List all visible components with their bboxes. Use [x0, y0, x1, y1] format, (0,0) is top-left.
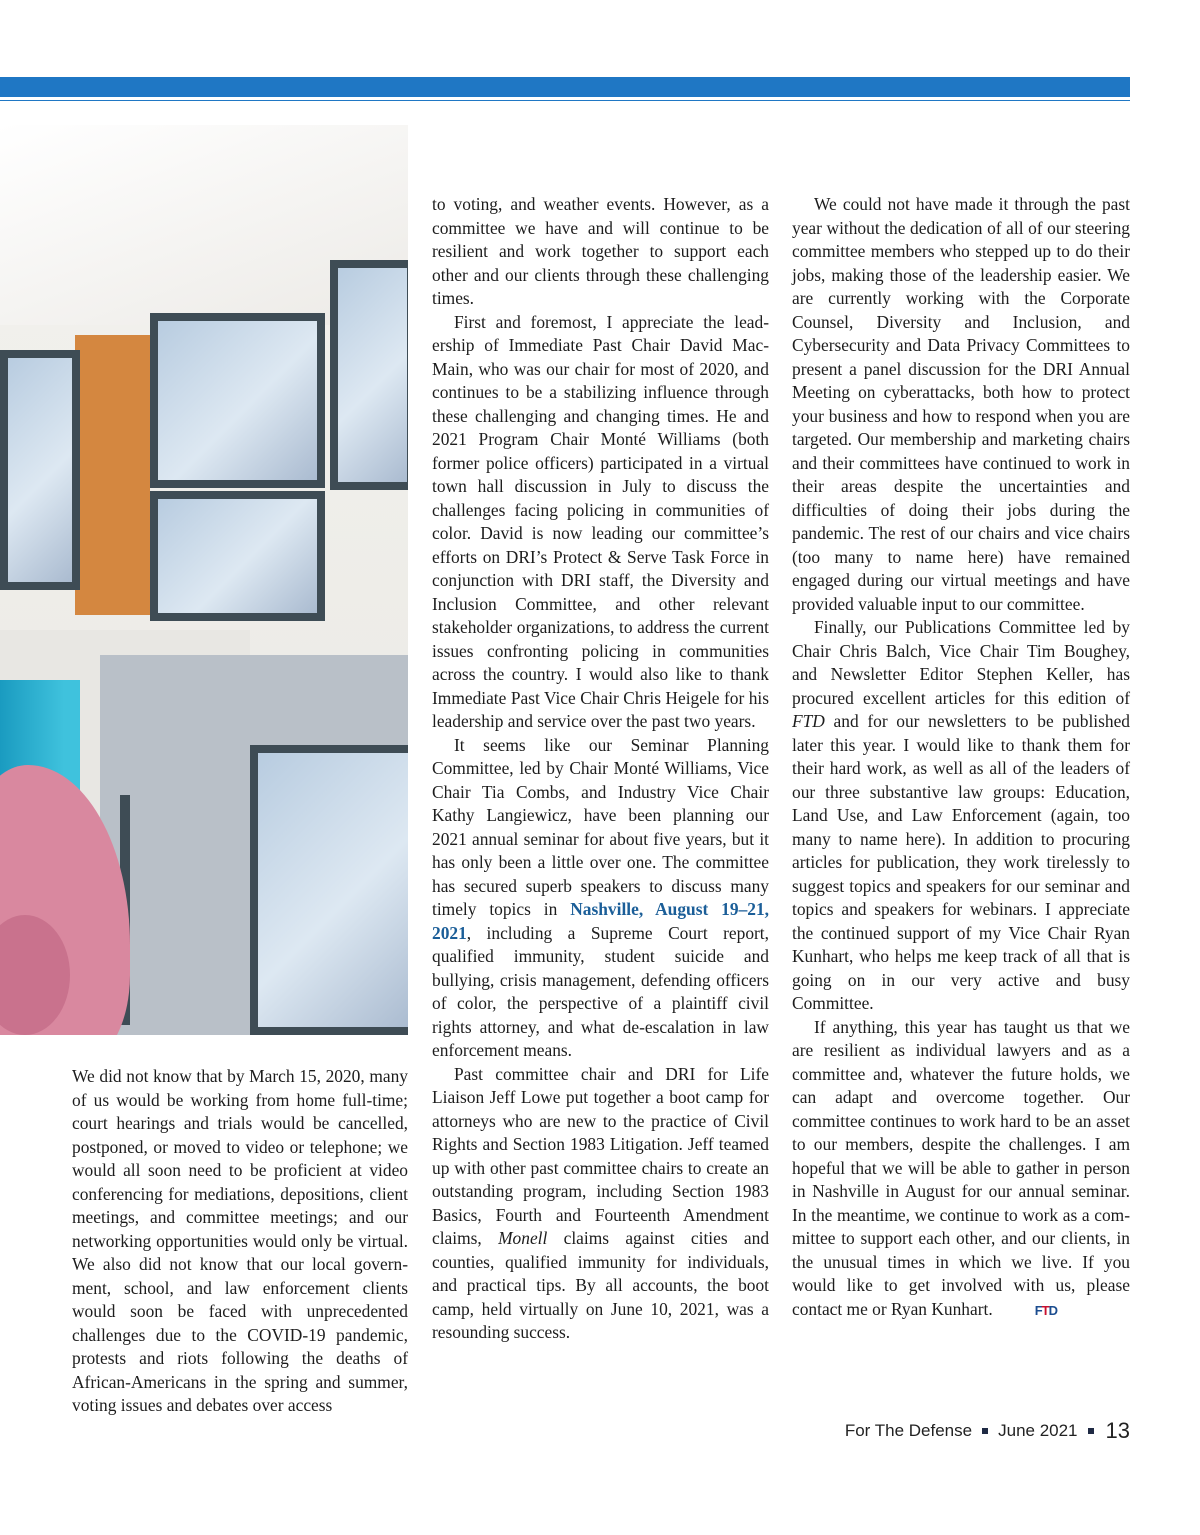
issue-date: June 2021 [998, 1421, 1078, 1440]
article-column-2 [432, 193, 769, 1345]
page-number: 13 [1105, 1418, 1130, 1443]
seminar-date-highlight: Nashville, August 19–21, 2021 [432, 899, 769, 943]
building-photo [0, 125, 408, 1035]
ftd-end-mark-icon: FTD [1034, 1302, 1057, 1318]
paragraph: First and foremost, I appreciate the leadership of Immediate Past Chair David MacMain, who was our chair for most of 2020, and continues to be a stabilizing influence through these challenging and changing times. He and 2021 Program Chair Monté Williams (both former police officers) participated in a virtual town hall discussion in July to discuss the challenges facing policing in communities of color. David is now leading our committee’s efforts on DRI’s Protect & Serve Task Force in conjunction with DRI staff, the Diversity and Inclusion Committee, and other relevant stakeholder organizations, to address the current issues confronting policing in communities across the country. I would also like to thank Immediate Past Vice Chair Chris Heigele for his leadership and service over the past two years. [432, 311, 769, 731]
paragraph: If anything, this year has taught us that we are resilient as individual lawyers and as a committee and, whatever the future holds, we can adapt and overcome together. Our committee continues to work hard to be an asset to our members, despite the challenges. I am hopeful that we will be able to gather in person in Nashville in August for our annual seminar. In the meantime, we continue to work as a committee to support each other, and our clients, in the unusual times in which we live. If you would like to get involved with us, please contact me or Ryan Kunhart. FTD [792, 1016, 1130, 1323]
paragraph: Finally, our Publications Committee led by Chair Chris Balch, Vice Chair Tim Boughey, and Newsletter Editor Stephen Keller, has procured excellent articles for this edition of FTD and for our newsletters to be published later this year. I would like to thank them for their hard work, as well as all of the leaders of our three substantive law groups: Education, Land Use, and Law Enforcement (again, too many to name here). In addition to procuring articles for publication, they work tirelessly to suggest topics and speakers for our seminar and topics and speakers for webinars. I appreciate the continued support of my Vice Chair Ryan Kunhart, who helps me keep track of all that is going on in our very active and busy Committee. [792, 617, 1130, 1013]
paragraph: We did not know that by March 15, 2020, many of us would be working from home full-time; court hearings and trials would be cancelled, postponed, or moved to video or telephone; we would all soon need to be proficient at video conferencing for mediations, depositions, client meetings, and committee meetings; and our networking opportunities would only be virtual. We also did not know that our local government, school, and law enforcement clients would soon be faced with unprecedented challenges due to the COVID-19 pandemic, protests and riots following the deaths of African-Americans in the spring and summer, voting issues and debates over access [72, 1066, 408, 1415]
article-column-1 [72, 1065, 408, 1418]
separator-square-icon [1088, 1428, 1094, 1434]
paragraph: Past committee chair and DRI for Life Liaison Jeff Lowe put together a boot camp for attorneys who are new to the practice of Civil Rights and Section 1983 Litigation. Jeff teamed up with other past committee chairs to create an outstanding program, including Section 1983 Basics, Fourth and Fourteenth Amendment claims, Monell claims against cities and counties, qualified immunity for individuals, and practical tips. By all accounts, the boot camp, held virtually on June 10, 2021, was a resounding success. [432, 1063, 770, 1342]
paragraph: We could not have made it through the past year without the dedication of all of our steering committee members who stepped up to do their jobs, making those of the leadership easier. We are currently working with the Corporate Counsel, Diversity and Inclusion, and Cybersecurity and Data Privacy Committees to present a panel discussion for the DRI Annual Meeting on cyberattacks, both how to protect your business and how to respond when you are targeted. Our membership and marketing chairs and their committees have continued to work in their areas despite the uncertainties and difficulties of doing their jobs during the pandemic. The rest of our chairs and vice chairs (too many to name here) have remained engaged during our virtual meetings and have provided valuable input to our committee. [792, 194, 1130, 614]
paragraph: to voting, and weather events. However, as a committee we have and will continue to be resilient and work together to support each other and our clients through these challenging times. [432, 194, 769, 308]
publication-name: For The Defense [844, 1421, 973, 1440]
paragraph: It seems like our Seminar Planning Committee, led by Chair Monté Williams, Vice Chair Tia Combs, and Industry Vice Chair Kathy Langiewicz, have been planning our 2021 annual seminar for about five years, but it has only been a little over one. The committee has secured superb speakers to discuss many timely topics in Nashville, August 19–21, 2021, including a Supreme Court report, qualified immunity, student suicide and bullying, crisis management, defending officers of color, the perspective of a plaintiff civil rights attorney, and what de-escalation in law enforcement means. [432, 734, 769, 1060]
header-rule [0, 100, 1130, 101]
header-accent-bar [0, 77, 1130, 97]
page-footer [845, 1418, 1130, 1444]
separator-square-icon [982, 1428, 988, 1434]
article-column-3 [792, 193, 1130, 1322]
